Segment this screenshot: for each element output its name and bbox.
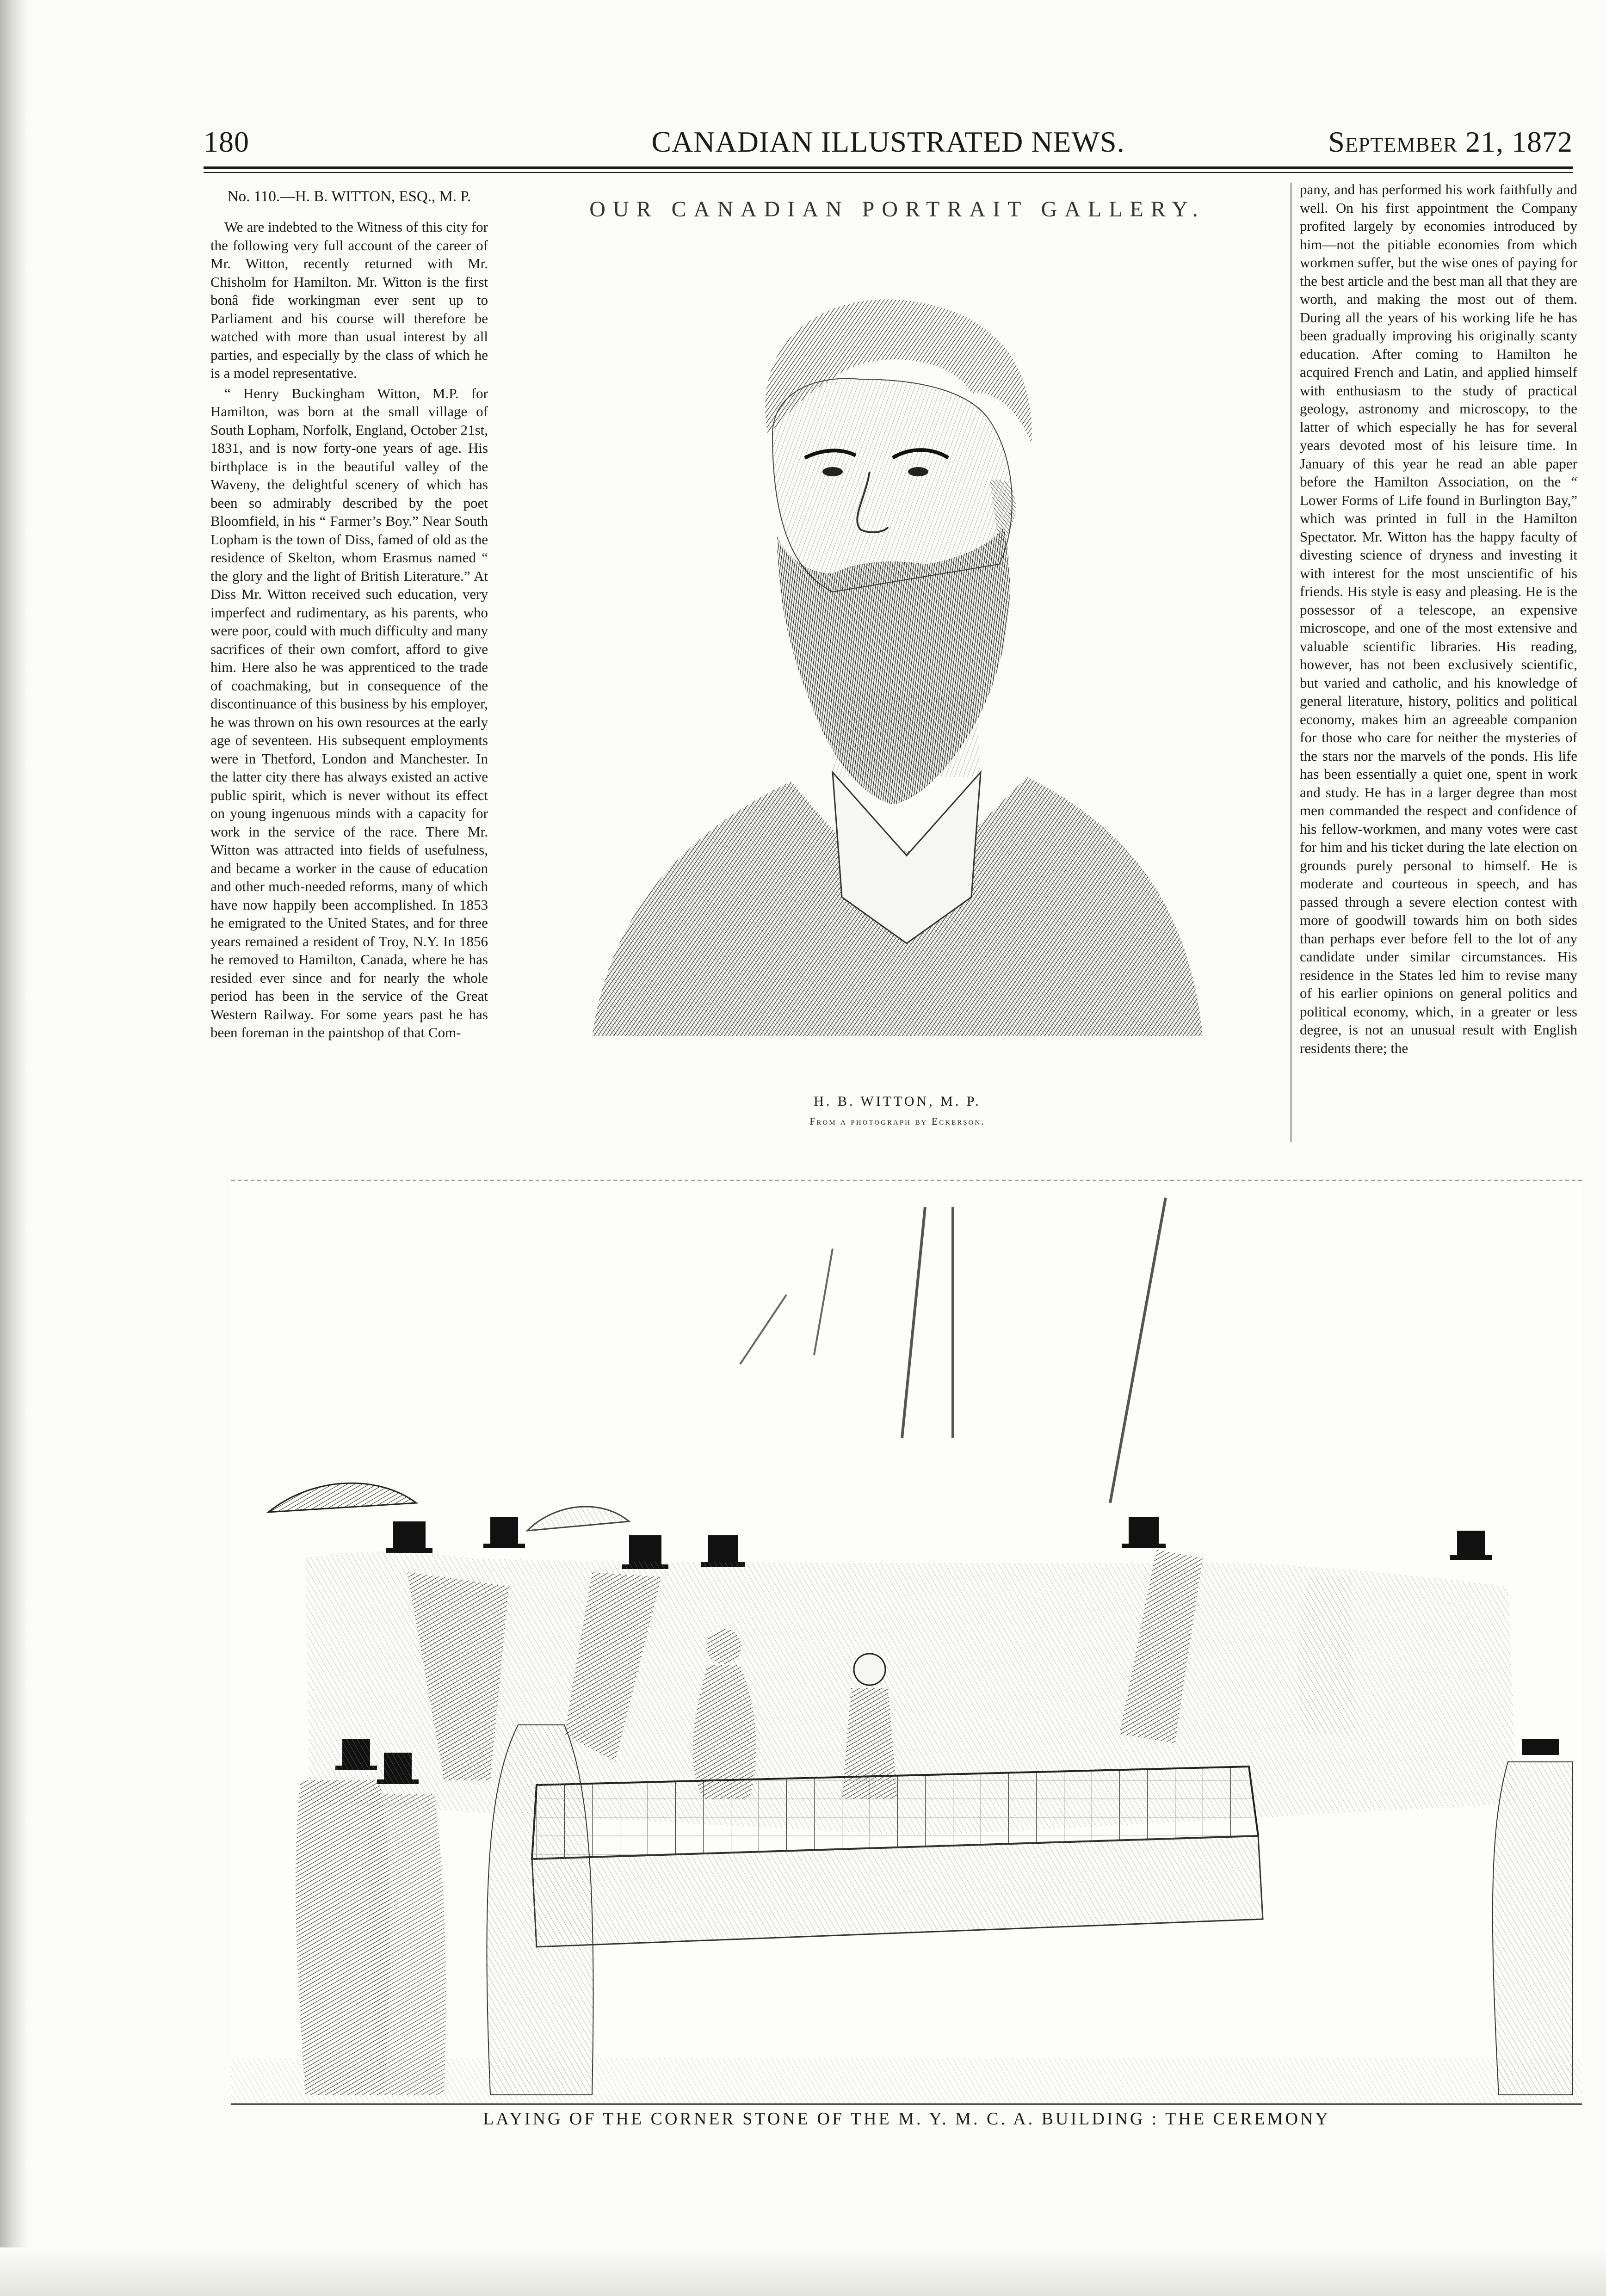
page-header — [204, 125, 1573, 162]
article-column-left — [210, 187, 488, 1044]
article-column-right — [1300, 180, 1577, 1059]
scan-bottom-shadow — [0, 2247, 1606, 2296]
article-heading: No. 110.—H. B. WITTON, ESQ., M. P. — [227, 188, 471, 205]
header-rule — [204, 166, 1573, 169]
portrait-caption: H. B. WITTON, M. P. — [814, 1094, 981, 1109]
article-paragraph: We are indebted to the Witness of this city for the following very full account of the career of Mr. Witton, recently returned with Mr. Chisholm for Hamilton. Mr. Witton is the first bonâ fide workingman ever sent up to Parliament and his course will therefore be watched with more than usual interest by all parties, and especially by the class of which he is a model representative. — [210, 219, 488, 381]
portrait-engraving — [574, 240, 1221, 1087]
masthead: CANADIAN ILLUSTRATED NEWS. — [651, 125, 1125, 158]
gallery-title: OUR CANADIAN PORTRAIT GALLERY. — [589, 197, 1205, 222]
scan-edge-shadow — [0, 0, 28, 2296]
header-rule-thin — [204, 172, 1573, 173]
issue-date: September 21, 1872 — [1328, 125, 1573, 158]
ceremony-caption: LAYING OF THE CORNER STONE OF THE M. Y. M. C. A. BUILDING : THE CEREMONY — [483, 2109, 1330, 2129]
page-number: 180 — [204, 125, 249, 158]
article-paragraph: “ Henry Buckingham Witton, M.P. for Hamilton, was born at the small village of South Lopham, Norfolk, England, October 21st, 1831, and is now forty-one years of age. His birthplace is in the beautiful valley of the Waveny, the delightful scenery of which has been so admirably described by the poet Bloomfield, in his “ Farmer’s Boy.” Near South Lopham is the town of Diss, famed of old as the residence of Skelton, whom Erasmus named “ the glory and the light of British Literature.” At Diss Mr. Witton received such education, very imperfect and rudimentary, as his parents, who were poor, could with much difficulty and many sacrifices of their own comfort, afford to give him. Here also he was apprenticed to the trade of coachmaking, but in consequence of the discontinuance of this business by his employer, he was thrown on his own resources at the early age of seventeen. His subsequent employments were in Thetford, London and Manchester. In the latter city there has always existed an active public spirit, which is never without its effect on young ingenuous minds with a capacity for work in the service of the race. There Mr. Witton was attracted into fields of usefulness, and became a worker in the cause of education and other much-needed reforms, many of which have now happily been accomplished. In 1853 he emigrated to the United States, and for three years remained a resident of Troy, N.Y. In 1856 he removed to Hamilton, Canada, where he has resided ever since and for nearly the whole period has been in the service of the Great Western Railway. For some years past he has been foreman in the paintshop of that Com- — [210, 385, 488, 1040]
ceremony-engraving — [231, 1179, 1582, 2105]
article-paragraph: pany, and has performed his work faithfully and well. On his first appointment the Company profited largely by economies introduced by him—not the pitiable economies from which workmen suffer, but the wise ones of paying for the best article and the best man all that they are worth, and making the most out of them. During all the years of his working life he has been gradually improving his originally scanty education. After coming to Hamilton he acquired French and Latin, and applied himself with enthusiasm to the study of practical geology, astronomy and microscopy, to the latter of which especially he has for several years devoted most of his leisure time. In January of this year he read an able paper before the Hamilton Association, on the “ Lower Forms of Life found in Burlington Bay,” which was printed in full in the Hamilton Spectator. Mr. Witton has the happy faculty of divesting science of dryness and investing it with interest for the most unscientific of his friends. His style is easy and pleasing. He is the possessor of a telescope, an expensive microscope, and one of the most extensive and valuable scientific libraries. His reading, however, has not been exclusively scientific, but varied and catholic, and his knowledge of general literature, history, politics and political economy, makes him an agreeable companion for those who care for neither the mysteries of the stars nor the marvels of the ponds. His life has been essentially a quiet one, spent in work and study. He has in a larger degree than most men commanded the respect and confidence of his fellow-workmen, and many votes were cast for him and his ticket during the late election on grounds purely personal to himself. He is moderate and courteous in speech, and has passed through a severe election contest with more of goodwill towards him on both sides than perhaps ever before fell to the lot of any candidate under similar circumstances. His residence in the States led him to revise many of his earlier opinions on general politics and political economy, which, in a greater or less degree, is not an unusual result with English residents there; the — [1300, 181, 1577, 1056]
portrait-credit: From a photograph by Eckerson. — [809, 1115, 985, 1127]
